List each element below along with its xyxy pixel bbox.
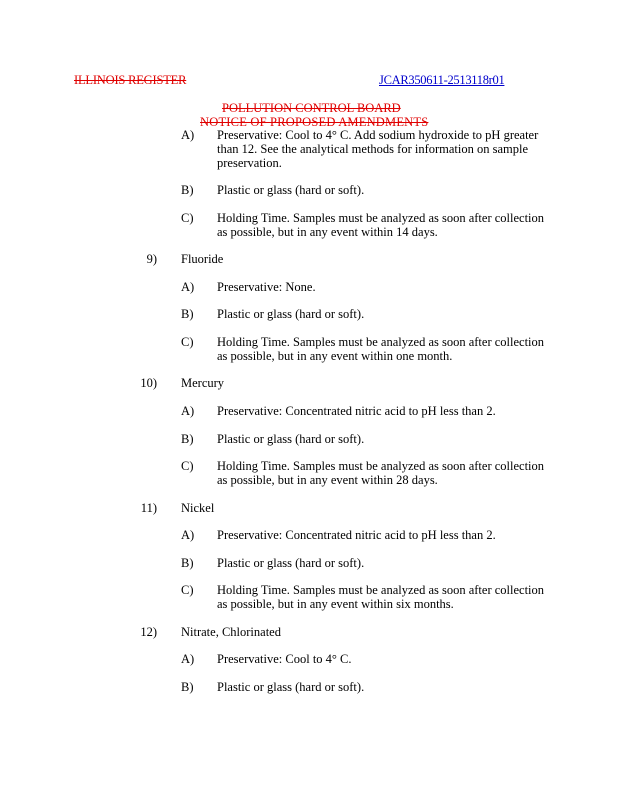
subitem-text-line: Preservative: Cool to 4° C. bbox=[217, 652, 352, 667]
item-title: Mercury bbox=[181, 376, 225, 391]
subitem-letter: C) bbox=[181, 335, 194, 349]
subitem-text-line: as possible, but in any event within 28 days. bbox=[217, 473, 438, 487]
subitem-text-line: Holding Time. Samples must be analyzed as soon after collection bbox=[217, 335, 545, 349]
subitem-letter: B) bbox=[181, 183, 194, 198]
item-title: Nickel bbox=[181, 500, 215, 515]
subitem-text-line: Plastic or glass (hard or soft). bbox=[217, 680, 365, 694]
subitem-text-line: Plastic or glass (hard or soft). bbox=[217, 431, 365, 446]
subitem-text-line: as possible, but in any event within one month. bbox=[217, 348, 453, 363]
subitem-text-line: Plastic or glass (hard or soft). bbox=[217, 555, 365, 570]
subitem-letter: C) bbox=[181, 210, 194, 225]
item-number: 9) bbox=[146, 252, 157, 267]
subitem-letter: A) bbox=[181, 128, 195, 142]
subitem-text-line: Preservative: Concentrated nitric acid to pH less than 2. bbox=[217, 528, 496, 543]
subitem-letter: C) bbox=[181, 459, 194, 474]
subitem-text-line: Holding Time. Samples must be analyzed as soon after collection bbox=[217, 210, 545, 225]
document-code-link[interactable]: JCAR350611-2513118r01 bbox=[379, 73, 505, 87]
subitem-letter: A) bbox=[181, 279, 195, 294]
subitem-text-line: Plastic or glass (hard or soft). bbox=[217, 307, 365, 322]
item-title: Fluoride bbox=[181, 252, 224, 267]
subitem-text-line: Preservative: Cool to 4° C. Add sodium hydroxide to pH greater bbox=[217, 128, 539, 142]
subitem-letter: A) bbox=[181, 404, 195, 418]
subitem-letter: C) bbox=[181, 583, 194, 598]
subitem-text-line: as possible, but in any event within 14 days. bbox=[217, 224, 438, 239]
board-name: POLLUTION CONTROL BOARD bbox=[222, 101, 401, 115]
item-number: 10) bbox=[140, 376, 157, 391]
item-title: Nitrate, Chlorinated bbox=[181, 624, 281, 639]
subitem-text-line: Preservative: None. bbox=[217, 279, 316, 294]
subitem-text-line: than 12. See the analytical methods for information on sample bbox=[217, 141, 529, 156]
subitem-text-line: Holding Time. Samples must be analyzed as soon after collection bbox=[217, 583, 545, 598]
subitem-text-line: preservation. bbox=[217, 155, 282, 170]
subitem-text-line: Holding Time. Samples must be analyzed as soon after collection bbox=[217, 459, 545, 474]
subitem-text-line: Plastic or glass (hard or soft). bbox=[217, 183, 365, 198]
item-number: 12) bbox=[140, 624, 157, 639]
notice-title: NOTICE OF PROPOSED AMENDMENTS bbox=[200, 115, 429, 129]
item-number: 11) bbox=[140, 500, 157, 515]
subitem-letter: B) bbox=[181, 307, 194, 322]
subitem-letter: A) bbox=[181, 652, 195, 667]
subitem-letter: B) bbox=[181, 680, 194, 694]
register-title: ILLINOIS REGISTER bbox=[74, 73, 187, 87]
subitem-text-line: Preservative: Concentrated nitric acid to pH less than 2. bbox=[217, 404, 496, 418]
subitem-letter: A) bbox=[181, 528, 195, 543]
subitem-text-line: as possible, but in any event within six months. bbox=[217, 597, 454, 612]
subitem-letter: B) bbox=[181, 431, 194, 446]
subitem-letter: B) bbox=[181, 555, 194, 570]
